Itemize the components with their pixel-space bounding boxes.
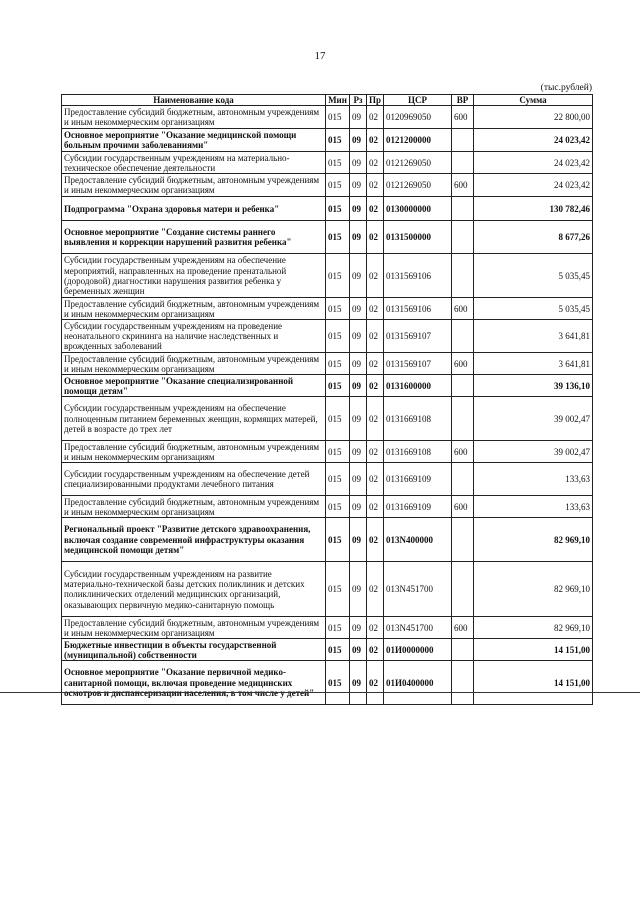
- cell-pr: 02: [367, 152, 384, 174]
- cell-vr: 600: [452, 106, 474, 129]
- table-row: [62, 661, 593, 705]
- cell-name: Основное мероприятие "Оказание специализированной помощи детям": [62, 375, 326, 397]
- cell-name: Субсидии государственным учреждениям на обеспечение полноценным питанием беременных женщин, кормящих матерей, детей в возрасте до трех лет: [62, 397, 326, 441]
- cell-min: 015: [326, 221, 350, 254]
- table-row: [62, 254, 593, 298]
- cell-vr: 600: [452, 441, 474, 463]
- cell-rz: 09: [350, 463, 367, 496]
- cell-min: 015: [326, 518, 350, 562]
- table-row: [62, 320, 593, 353]
- column-header-min: Мин: [326, 95, 350, 106]
- table-header-row: [62, 95, 593, 106]
- cell-csr: 0131500000: [384, 221, 452, 254]
- cell-pr: 02: [367, 353, 384, 375]
- cell-rz: 09: [350, 661, 367, 705]
- cell-csr: 013N451700: [384, 617, 452, 639]
- table-row: [62, 518, 593, 562]
- cell-name: Предоставление субсидий бюджетным, автономным учреждениям и иным некоммерческим организациям: [62, 174, 326, 197]
- cell-pr: 02: [367, 617, 384, 639]
- cell-name: Субсидии государственным учреждениям на проведение неонатального скрининга на наличие наследственных и врожденных заболеваний: [62, 320, 326, 353]
- cell-rz: 09: [350, 562, 367, 617]
- cell-rz: 09: [350, 353, 367, 375]
- units-label: (тыс.рублей): [540, 83, 592, 93]
- cell-min: 015: [326, 397, 350, 441]
- cell-pr: 02: [367, 254, 384, 298]
- cell-rz: 09: [350, 397, 367, 441]
- cell-name: Предоставление субсидий бюджетным, автономным учреждениям и иным некоммерческим организациям: [62, 106, 326, 129]
- table-row: [62, 463, 593, 496]
- cell-rz: 09: [350, 518, 367, 562]
- cell-csr: 0121269050: [384, 152, 452, 174]
- cell-sum: 5 035,45: [474, 254, 593, 298]
- column-header-vr: ВР: [452, 95, 474, 106]
- cell-rz: 09: [350, 441, 367, 463]
- cell-sum: 130 782,46: [474, 197, 593, 221]
- cell-csr: 0121269050: [384, 174, 452, 197]
- budget-table: [61, 94, 593, 705]
- cell-name: Бюджетные инвестиции в объекты государственной (муниципальной) собственности: [62, 639, 326, 661]
- cell-vr: [452, 129, 474, 152]
- cell-sum: 5 035,45: [474, 298, 593, 320]
- cell-name: Основное мероприятие "Создание системы раннего выявления и коррекции нарушений развития ребенка": [62, 221, 326, 254]
- cell-pr: 02: [367, 129, 384, 152]
- cell-name: Основное мероприятие "Оказание первичной медико-санитарной помощи, включая проведение медицинских осмотров и диспансеризации населения, в том числе у детей": [62, 661, 326, 705]
- cell-min: 015: [326, 441, 350, 463]
- cell-name: Предоставление субсидий бюджетным, автономным учреждениям и иным некоммерческим организациям: [62, 617, 326, 639]
- cell-min: 015: [326, 353, 350, 375]
- cell-csr: 013N400000: [384, 518, 452, 562]
- cell-rz: 09: [350, 254, 367, 298]
- cell-name: Субсидии государственным учреждениям на развитие материально-технической базы детских поликлиник и детских поликлинических отделений медицинских организаций, оказывающих первичную медико-санитарную помощь: [62, 562, 326, 617]
- table-row: [62, 617, 593, 639]
- cell-min: 015: [326, 617, 350, 639]
- cell-rz: 09: [350, 129, 367, 152]
- table-row: [62, 375, 593, 397]
- column-header-csr: ЦСР: [384, 95, 452, 106]
- cell-sum: 24 023,42: [474, 174, 593, 197]
- cell-sum: 22 800,00: [474, 106, 593, 129]
- cell-csr: 0131669108: [384, 441, 452, 463]
- table-row: [62, 562, 593, 617]
- column-header-name: Наименование кода: [62, 95, 326, 106]
- cell-min: 015: [326, 320, 350, 353]
- cell-vr: [452, 518, 474, 562]
- cell-min: 015: [326, 129, 350, 152]
- cell-rz: 09: [350, 106, 367, 129]
- cell-sum: 24 023,42: [474, 152, 593, 174]
- cell-pr: 02: [367, 174, 384, 197]
- cell-sum: 3 641,81: [474, 320, 593, 353]
- cell-name: Основное мероприятие "Оказание медицинской помощи больным прочими заболеваниями": [62, 129, 326, 152]
- column-header-sum: Сумма: [474, 95, 593, 106]
- cell-csr: 0131569106: [384, 254, 452, 298]
- cell-rz: 09: [350, 152, 367, 174]
- cell-rz: 09: [350, 375, 367, 397]
- table-row: [62, 298, 593, 320]
- page-number: 17: [314, 50, 326, 62]
- table-row: [62, 353, 593, 375]
- cell-pr: 02: [367, 496, 384, 518]
- cell-min: 015: [326, 661, 350, 705]
- cell-pr: 02: [367, 463, 384, 496]
- cell-min: 015: [326, 254, 350, 298]
- cell-csr: 0131669108: [384, 397, 452, 441]
- cell-csr: 0131569107: [384, 353, 452, 375]
- cell-pr: 02: [367, 320, 384, 353]
- cell-csr: 0121200000: [384, 129, 452, 152]
- cell-rz: 09: [350, 174, 367, 197]
- cell-rz: 09: [350, 221, 367, 254]
- cell-vr: [452, 375, 474, 397]
- table-row: [62, 441, 593, 463]
- cell-pr: 02: [367, 298, 384, 320]
- cell-vr: [452, 197, 474, 221]
- cell-sum: 8 677,26: [474, 221, 593, 254]
- cell-pr: 02: [367, 106, 384, 129]
- cell-sum: 14 151,00: [474, 639, 593, 661]
- cell-sum: 39 002,47: [474, 441, 593, 463]
- cell-csr: 0131569107: [384, 320, 452, 353]
- table-row: [62, 496, 593, 518]
- cell-name: Региональный проект "Развитие детского здравоохранения, включая создание современной инфраструктуры оказания медицинской помощи детям": [62, 518, 326, 562]
- column-header-rz: Рз: [350, 95, 367, 106]
- cell-sum: 14 151,00: [474, 661, 593, 705]
- cell-pr: 02: [367, 661, 384, 705]
- table-row: [62, 397, 593, 441]
- cell-min: 015: [326, 463, 350, 496]
- cell-rz: 09: [350, 639, 367, 661]
- cell-vr: 600: [452, 617, 474, 639]
- cell-csr: 0131669109: [384, 496, 452, 518]
- column-header-pr: Пр: [367, 95, 384, 106]
- table-row: [62, 174, 593, 197]
- cell-csr: 013N451700: [384, 562, 452, 617]
- cell-name: Субсидии государственным учреждениям на обеспечение детей специализированными продуктами лечебного питания: [62, 463, 326, 496]
- cell-csr: 0131669109: [384, 463, 452, 496]
- page-divider-line: [0, 692, 640, 693]
- cell-min: 015: [326, 106, 350, 129]
- cell-vr: 600: [452, 174, 474, 197]
- cell-vr: 600: [452, 298, 474, 320]
- cell-csr: 0131600000: [384, 375, 452, 397]
- cell-min: 015: [326, 639, 350, 661]
- cell-sum: 133,63: [474, 463, 593, 496]
- cell-min: 015: [326, 496, 350, 518]
- cell-rz: 09: [350, 197, 367, 221]
- table-row: [62, 221, 593, 254]
- cell-csr: 0130000000: [384, 197, 452, 221]
- cell-min: 015: [326, 562, 350, 617]
- cell-csr: 01И0400000: [384, 661, 452, 705]
- cell-pr: 02: [367, 639, 384, 661]
- cell-pr: 02: [367, 397, 384, 441]
- cell-min: 015: [326, 174, 350, 197]
- cell-name: Субсидии государственным учреждениям на обеспечение мероприятий, направленных на проведение пренатальной (дородовой) диагностики нарушения развития ребенка у беременных женщин: [62, 254, 326, 298]
- cell-name: Предоставление субсидий бюджетным, автономным учреждениям и иным некоммерческим организациям: [62, 441, 326, 463]
- cell-sum: 82 969,10: [474, 518, 593, 562]
- cell-sum: 82 969,10: [474, 617, 593, 639]
- cell-pr: 02: [367, 518, 384, 562]
- cell-vr: [452, 152, 474, 174]
- cell-name: Предоставление субсидий бюджетным, автономным учреждениям и иным некоммерческим организациям: [62, 496, 326, 518]
- table-row: [62, 129, 593, 152]
- cell-vr: 600: [452, 496, 474, 518]
- cell-pr: 02: [367, 562, 384, 617]
- cell-pr: 02: [367, 375, 384, 397]
- cell-pr: 02: [367, 197, 384, 221]
- cell-rz: 09: [350, 617, 367, 639]
- cell-vr: [452, 397, 474, 441]
- cell-sum: 39 002,47: [474, 397, 593, 441]
- cell-name: Предоставление субсидий бюджетным, автономным учреждениям и иным некоммерческим организациям: [62, 298, 326, 320]
- cell-vr: [452, 254, 474, 298]
- cell-name: Подпрограмма "Охрана здоровья матери и ребенка": [62, 197, 326, 221]
- cell-csr: 01И0000000: [384, 639, 452, 661]
- cell-vr: [452, 639, 474, 661]
- cell-pr: 02: [367, 441, 384, 463]
- cell-vr: [452, 661, 474, 705]
- cell-vr: [452, 562, 474, 617]
- cell-min: 015: [326, 197, 350, 221]
- table-row: [62, 106, 593, 129]
- cell-rz: 09: [350, 496, 367, 518]
- cell-vr: [452, 463, 474, 496]
- cell-sum: 82 969,10: [474, 562, 593, 617]
- cell-sum: 133,63: [474, 496, 593, 518]
- table-row: [62, 152, 593, 174]
- cell-pr: 02: [367, 221, 384, 254]
- cell-name: Субсидии государственным учреждениям на материально-техническое обеспечение деятельности: [62, 152, 326, 174]
- cell-csr: 0120969050: [384, 106, 452, 129]
- cell-sum: 3 641,81: [474, 353, 593, 375]
- cell-min: 015: [326, 375, 350, 397]
- cell-min: 015: [326, 298, 350, 320]
- cell-rz: 09: [350, 320, 367, 353]
- table-row: [62, 197, 593, 221]
- cell-vr: [452, 221, 474, 254]
- cell-sum: 24 023,42: [474, 129, 593, 152]
- cell-min: 015: [326, 152, 350, 174]
- cell-csr: 0131569106: [384, 298, 452, 320]
- cell-name: Предоставление субсидий бюджетным, автономным учреждениям и иным некоммерческим организациям: [62, 353, 326, 375]
- cell-rz: 09: [350, 298, 367, 320]
- cell-vr: [452, 320, 474, 353]
- cell-sum: 39 136,10: [474, 375, 593, 397]
- table-row: [62, 639, 593, 661]
- cell-vr: 600: [452, 353, 474, 375]
